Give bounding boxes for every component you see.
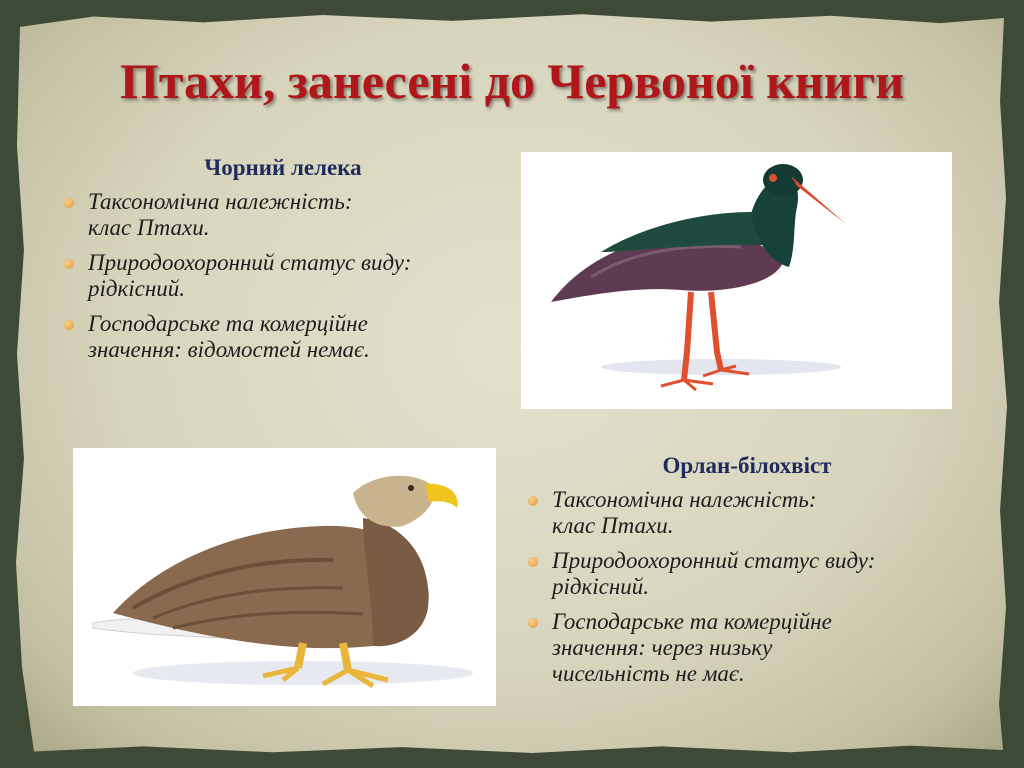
list-item: Таксономічна належність: клас Птахи.: [58, 189, 508, 241]
list-item: Господарське та комерційне значення: відомостей немає.: [58, 311, 508, 363]
bullet-icon: [64, 198, 74, 208]
bullet-icon: [64, 320, 74, 330]
list-item: Природоохоронний статус виду: рідкісний.: [58, 250, 508, 302]
list-item: Господарське та комерційне значення: через низьку чисельність не має.: [522, 609, 972, 687]
list-item: Таксономічна належність: клас Птахи.: [522, 487, 972, 539]
eagle-info: [522, 453, 972, 696]
bullet-icon: [528, 557, 538, 567]
bullet-icon: [528, 496, 538, 506]
white-tailed-eagle-image: [73, 448, 496, 706]
stork-facts-list: [58, 189, 508, 363]
eagle-heading: Орлан-білохвіст: [662, 453, 832, 478]
black-stork-image: [521, 152, 952, 409]
bullet-icon: [528, 618, 538, 628]
bullet-icon: [64, 259, 74, 269]
black-stork-illustration-icon: [521, 152, 952, 409]
stork-info: [58, 155, 508, 372]
white-tailed-eagle-illustration-icon: [73, 448, 496, 706]
slide-title: Птахи, занесені до Червоної книги: [119, 53, 905, 109]
eagle-facts-list: [522, 487, 972, 687]
stork-heading: Чорний лелека: [204, 155, 362, 180]
list-item: Природоохоронний статус виду: рідкісний.: [522, 548, 972, 600]
